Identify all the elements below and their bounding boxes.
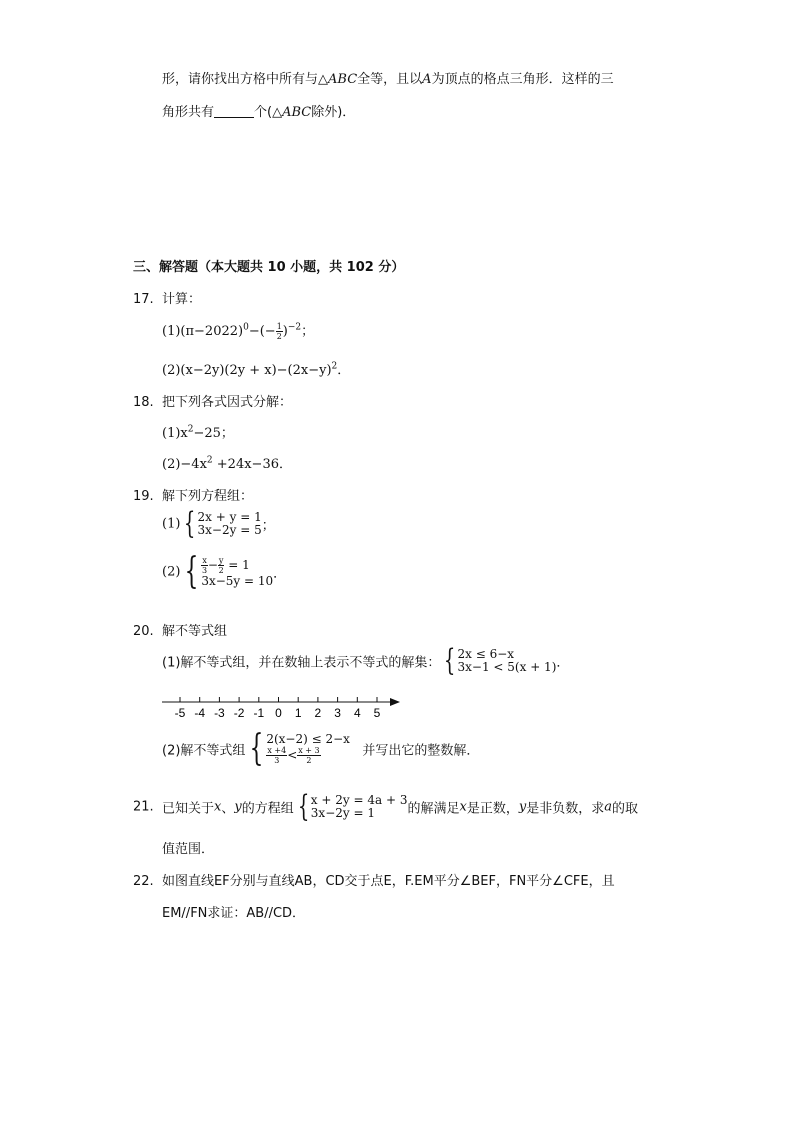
q20-part2: (2)解不等式组 { 2(x−2) ≤ 2−x $\frac{x +4}{3}$ < $\frac{x + 3}{2}$ 并写出它的整数解． [162,728,480,769]
equation-system: { $\frac{x}{3}$ − $\frac{y}{2}$ = 1 3x−5y = 10 [185,551,274,592]
q17-part1: $(1)(\pi-2022)^0-(-$ $\frac{1}{2}$ )$^{-2}$； [162,322,315,341]
tick-label: 0 [275,706,282,720]
q22-line1: 22. 如图直线EF分别与直线AB，CD交于点E，F.EM平分∠BEF，FN平分∠CFE，且 [133,874,615,889]
tick-label: -5 [174,706,186,720]
number-line [162,693,402,727]
tick-label: 3 [334,706,341,720]
tick-label: 1 [294,706,302,720]
tick-label: -2 [233,706,245,720]
tick-label: -1 [253,706,265,720]
q20-part1: (1)解不等式组，并在数轴上表示不等式的解集： { 2x ≤ 6−x 3x−1 < 5(x + 1) ． [162,643,570,678]
tick-label: -4 [194,706,206,720]
q18-part1: $(1)x^2-25$； [162,424,234,441]
q19-part2: (2) { $\frac{x}{3}$ − $\frac{y}{2}$ = 1 3x−5y = 10 ． [162,551,287,592]
q19-title: 19. 解下列方程组： [133,489,253,504]
fraction: $\frac{1}{2}$ [276,322,282,341]
q21-line1: 21. 已知关于x、y的方程组 { x + 2y = 4a + 3 3x−2y = 1 的解满足x是正数，y是非负数，求a的取 [133,789,638,824]
tick-label: 5 [373,706,381,720]
inequality-system: { 2(x−2) ≤ 2−x $\frac{x +4}{3}$ < $\frac{x + 3}{2}$ [250,728,350,769]
number-line-svg [162,693,402,723]
q18-title: 18. 把下列各式因式分解： [133,395,292,410]
tick-label: 2 [314,706,322,720]
q19-part1: (1) { 2x + y = 1 3x−2y = 5 ； [162,506,275,541]
tick-label: -3 [214,706,225,720]
equation-system: { 2x + y = 1 3x−2y = 5 [184,506,262,541]
q17-title: 17. 计算： [133,292,201,307]
q21-line2: 值范围． [162,842,215,857]
prev-question-line2: 角形共有 个(△ABC除外)． [162,105,356,120]
q22-line2: EM//FN求证：AB//CD． [162,906,306,921]
section-header: 三、解答题（本大题共 10 小题，共 102 分） [133,260,405,275]
arrow-icon [390,698,400,706]
equation-system: { x + 2y = 4a + 3 3x−2y = 1 [297,789,408,824]
q17-part2: $(2)(x-2y)(2y + x)-(2x-y)^2$． [162,361,351,378]
answer-blank [214,105,254,118]
tick-label: 4 [353,706,361,720]
inequality-system: { 2x ≤ 6−x 3x−1 < 5(x + 1) [444,643,557,678]
prev-question-line1: 形，请你找出方格中所有与△ABC全等，且以A为顶点的格点三角形．这样的三 [162,72,614,87]
q20-title: 20. 解不等式组 [133,624,227,639]
q18-part2: $(2)-4x^2 +24x-36$． [162,455,292,472]
